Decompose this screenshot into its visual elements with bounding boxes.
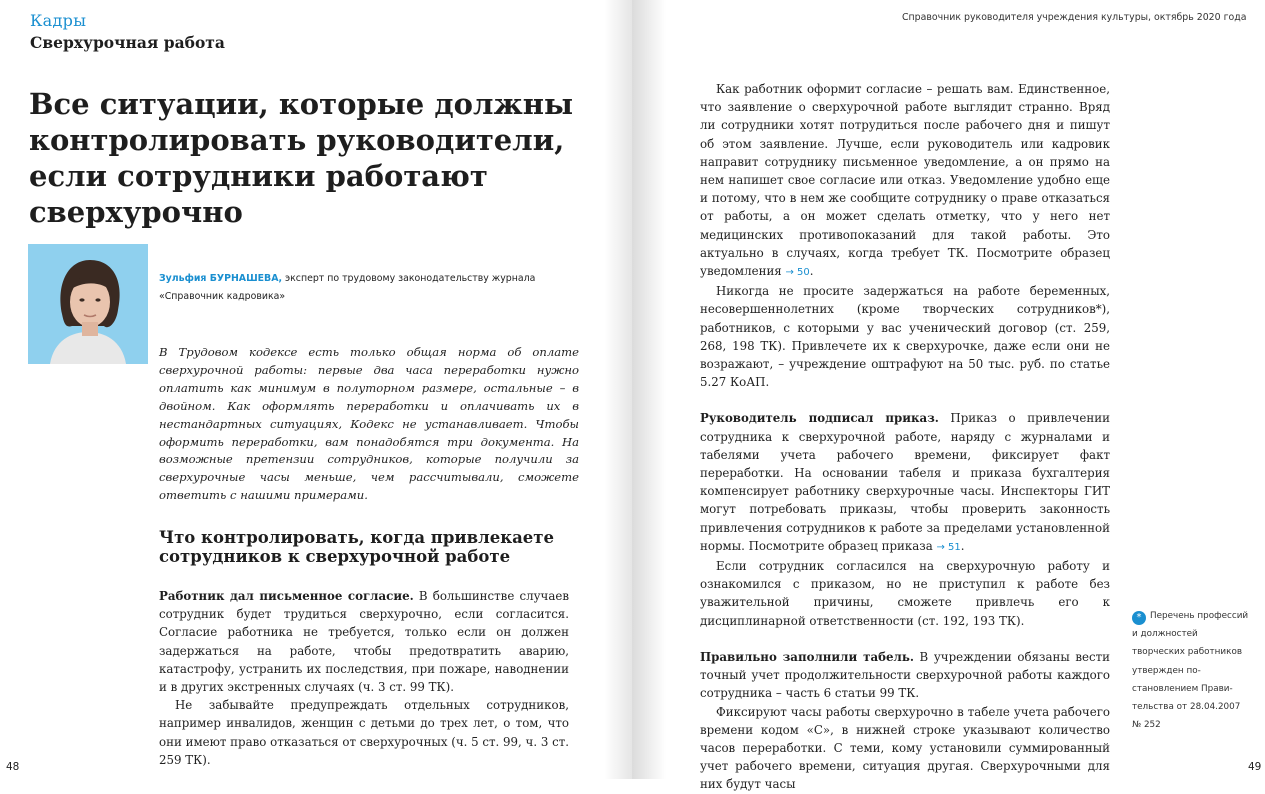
article-headline: Все ситуации, которые должны контролировать руководители, если сотрудники работают сверхурочно: [29, 87, 574, 229]
page-reference-link[interactable]: → 51: [936, 541, 961, 553]
author-description: эксперт по трудовому законодательству журнала «Справочник кадровика»: [159, 273, 536, 302]
lead-paragraph: В Трудовом кодексе есть только общая норма об оплате сверхурочной работы: первые два часа переработки нужно оплатить как минимум в полуторном размере, остальные – в двойном. Как оформлять переработки и оплачивать их в нестандартных ситуациях, Кодекс не устанавливает. Чтобы оформить переработки, вам понадобятся три документа. На возможные претензии сотрудников, которые получили за сверхурочные часы меньше, чем рассчитывали, сможете ответить с нашими примерами.: [159, 345, 579, 503]
paragraph: Фиксируют часы работы сверхурочно в табеле учета рабочего времени кодом «С», в нижней строке указывают количество часов переработки. С теми, кому установили суммированный учет рабочего времени, ситуация другая. Сверхурочными для них будут часы: [700, 704, 1110, 792]
paragraph: Если сотрудник согласился на сверхурочную работу и ознакомился с приказом, но не приступил к работе без уважительной причины, сможете привлечь его к дисциплинарной ответственности (ст. 192, 193 ТК).: [700, 559, 1110, 628]
left-page: [0, 0, 632, 779]
paragraph: Как работник оформит согласие – решать вам. Единственное, что заявление о сверхурочной работе выглядит странно. Вряд ли сотрудники хотят потрудиться после рабочего дня и пишут об этом заявление. Лучше, если руководитель или кадровик направит сотруднику письменное уведомление, а он прямо на нем напишет свое согласие или отказ. Уведомление удобно еще и потому, что в нем же сообщите сотруднику о праве отказаться от работы, а он может сделать отметку, что у него нет медицинских противопоказаний для такой работы. Это актуально в случаях, когда требует ТК. Посмотрите образец уведомления → 50.: [700, 82, 1110, 279]
paragraph: Руководитель подписал приказ. Приказ о привлечении сотрудника к сверхурочной работе, наряду с журналами и табелями учета рабочего времени, фиксирует факт переработки. На основании табеля и приказа бухгалтерия компенсирует работнику сверхурочные часы. Инспекторы ГИТ могут потребовать приказы, чтобы проверить законность привлечения сотрудников к работе за пределами установленной нормы. Посмотрите образец приказа → 51.: [700, 411, 1110, 553]
paragraph: Работник дал письменное согласие. В большинстве случаев сотрудник будет трудиться сверхурочно, если согласится. Согласие работника не требуется, только если он должен задержаться на работе, чтобы предотвратить аварию, катастрофу, устранить их последствия, при пожаре, наводнении и в других экстренных случаях (ч. 3 ст. 99 ТК).: [159, 589, 569, 695]
paragraph-lead-bold: Правильно заполнили табель.: [700, 649, 914, 664]
right-body-text: [700, 80, 1110, 794]
paragraph: Не забывайте предупреждать отдельных сотрудников, например инвалидов, женщин с детьми до трех лет, о том, что они имеют право отказаться от сверхурочных (ч. 5 ст. 99, ч. 3 ст. 259 ТК).: [159, 698, 569, 767]
subsection-label: Сверхурочная работа: [30, 33, 225, 52]
paragraph-lead-bold: Работник дал письменное согласие.: [159, 589, 414, 603]
section-heading: Что контролировать, когда привлекаете сотрудников к сверхурочной работе: [159, 528, 555, 566]
running-head: Справочник руководителя учреждения культуры, октябрь 2020 года: [902, 12, 1247, 23]
page-number-left: 48: [6, 761, 20, 773]
sidenote-text: Перечень профессий и должностей творческих работников утвержден постановлением Правительства от 28.04.2007 № 252: [1132, 611, 1249, 731]
paragraph-lead-bold: Руководитель подписал приказ.: [700, 411, 939, 426]
page-number-right: 49: [1248, 761, 1262, 773]
paragraph: Правильно заполнили табель. В учреждении обязаны вести точный учет продолжительности сверхурочной работы каждого сотрудника – часть 6 статьи 99 ТК.: [700, 649, 1110, 701]
author-avatar: [28, 244, 148, 364]
author-name: Зульфия БУРНАШЕВА,: [159, 273, 283, 284]
right-page: [632, 0, 1265, 792]
paragraph: Никогда не просите задержаться на работе беременных, несовершеннолетних (кроме творческих сотрудников*), работников, с которыми у вас ученический договор (ст. 259, 268, 198 ТК). Привлечете их к сверхурочке, даже если они не возражают, – учреждение оштрафуют на 50 тыс. руб. по статье 5.27 КоАП.: [700, 284, 1110, 390]
author-credit: [159, 270, 579, 306]
page-reference-link[interactable]: → 50: [785, 267, 810, 279]
section-label: Кадры: [30, 11, 87, 30]
asterisk-icon: *: [1132, 611, 1146, 625]
left-body-text: [159, 587, 569, 769]
gutter-shadow: [604, 0, 632, 779]
author-portrait-icon: [28, 244, 148, 364]
gutter-shadow: [632, 0, 666, 779]
sidenote: [1132, 607, 1250, 734]
